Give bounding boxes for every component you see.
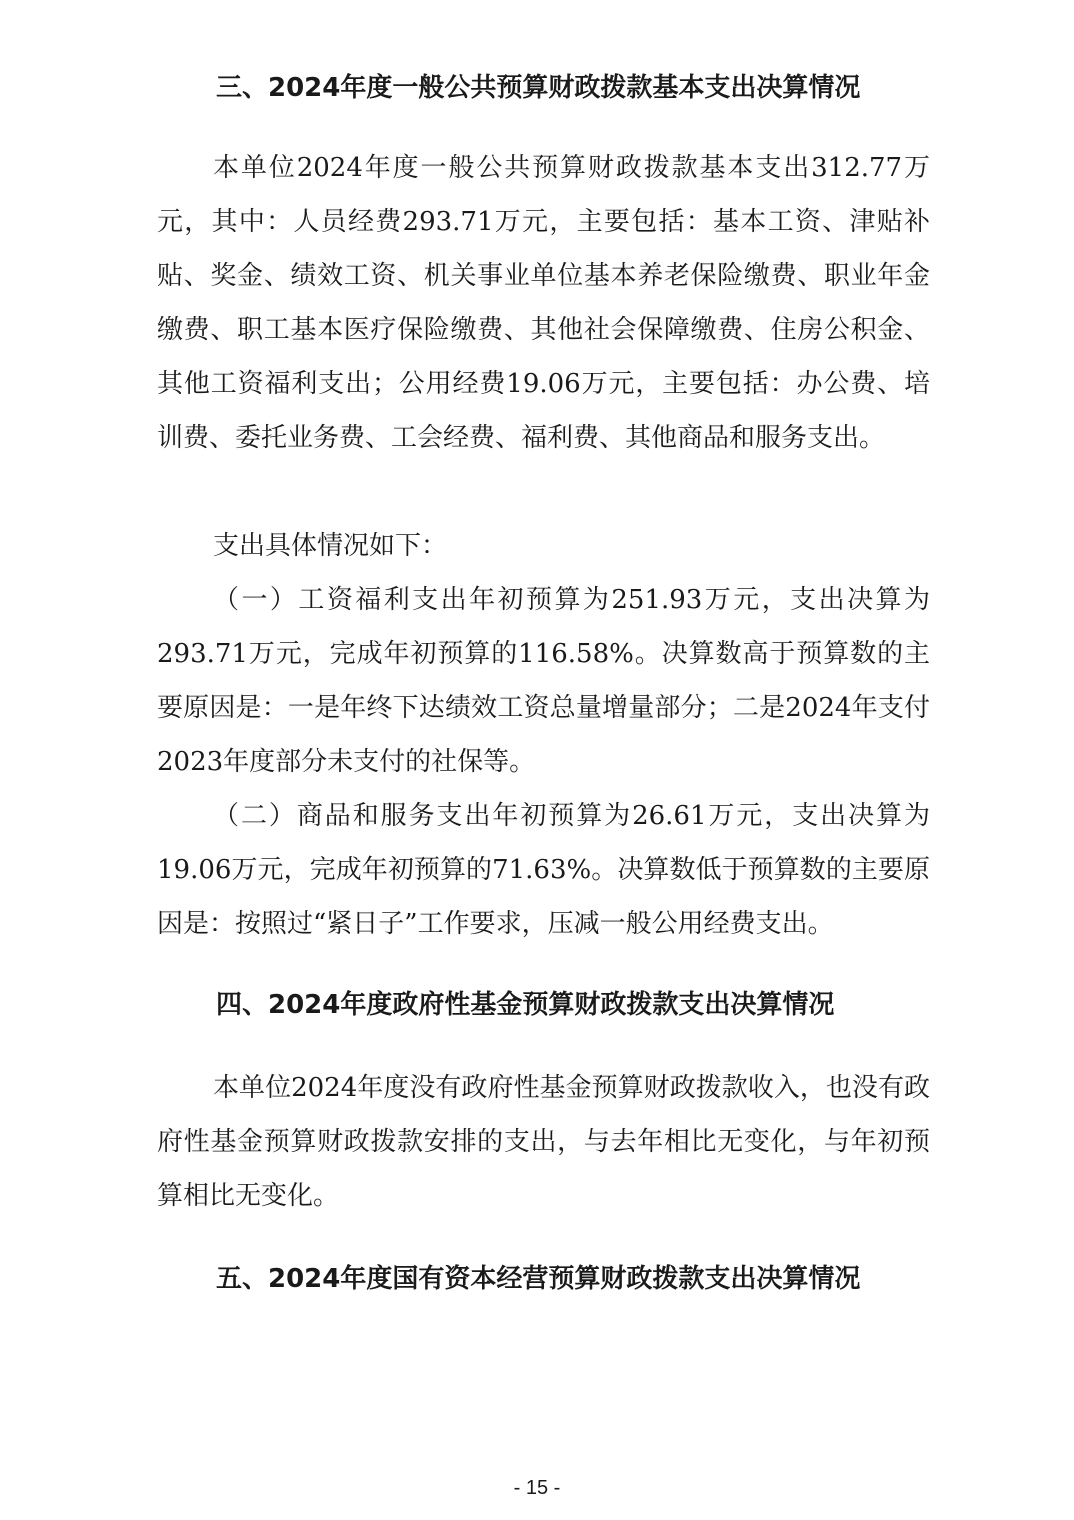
section-3-paragraph-2: 支出具体情况如下：: [213, 531, 448, 561]
page-number: - 15 -: [513, 1477, 561, 1499]
section-3-paragraph-1: 本单位2024年度一般公共预算财政拨款基本支出312.77万元，其中：人员经费293.71万元，主要包括：基本工资、津贴补贴、奖金、绩效工资、机关事业单位基本养老保险缴费、职业年金缴费、职工基本医疗保险缴费、其他社会保障缴费、住房公积金、其他工资福利支出；公用经费19.06万元，主要包括：办公费、培训费、委托业务费、工会经费、福利费、其他商品和服务支出。: [157, 153, 930, 453]
section-4-paragraph-1: 本单位2024年度没有政府性基金预算财政拨款收入，也没有政府性基金预算财政拨款安排的支出，与去年相比无变化，与年初预算相比无变化。: [157, 1073, 930, 1211]
section-3-paragraph-4: （二）商品和服务支出年初预算为26.61万元，支出决算为19.06万元，完成年初预算的71.63%。决算数低于预算数的主要原因是：按照过“紧日子”工作要求，压减一般公用经费支出。: [157, 801, 930, 939]
section-5-heading: 五、2024年度国有资本经营预算财政拨款支出决算情况: [216, 1264, 861, 1294]
section-4-heading: 四、2024年度政府性基金预算财政拨款支出决算情况: [216, 990, 835, 1020]
section-3-heading: 三、2024年度一般公共预算财政拨款基本支出决算情况: [216, 73, 861, 103]
section-3-paragraph-3: （一）工资福利支出年初预算为251.93万元，支出决算为293.71万元，完成年初预算的116.58%。决算数高于预算数的主要原因是：一是年终下达绩效工资总量增量部分；二是2024年支付2023年度部分未支付的社保等。: [157, 585, 930, 777]
